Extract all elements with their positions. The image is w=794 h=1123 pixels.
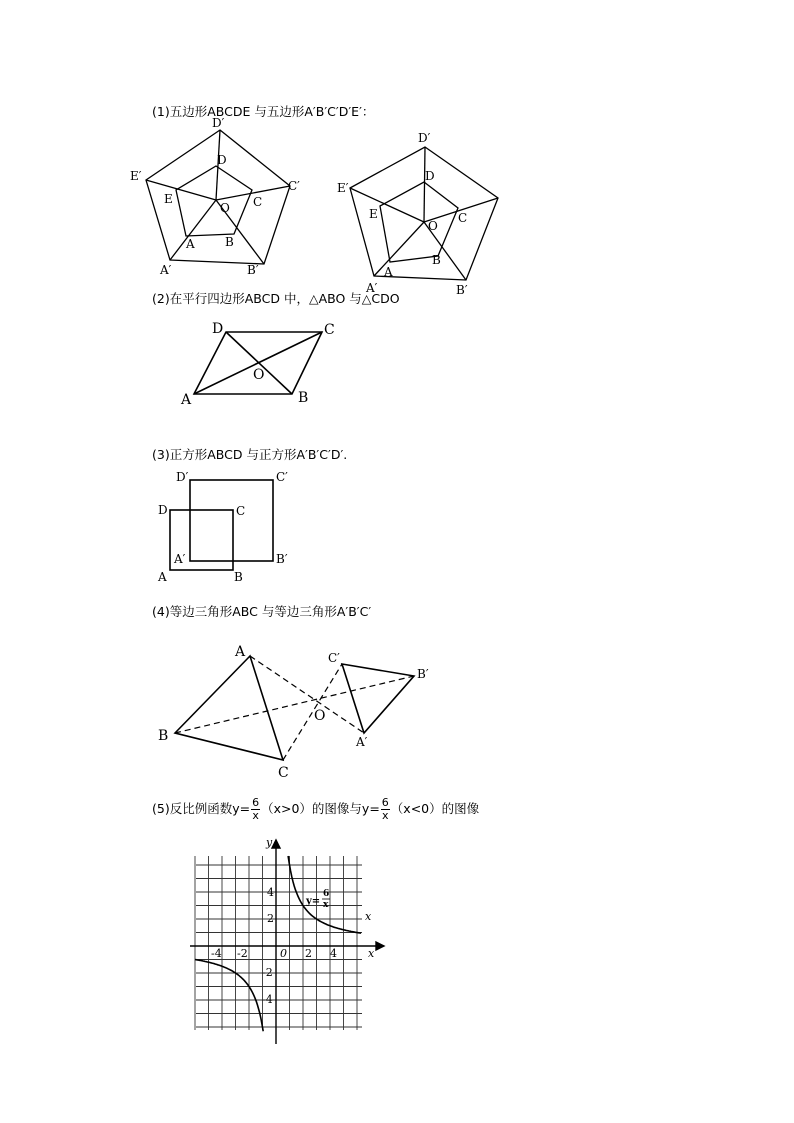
label-right-d: D [425,169,435,183]
label-right-e: E [369,207,378,221]
inner-pentagon-left [176,166,252,236]
figure-squares [0,460,794,590]
y-axis-arrow [272,840,280,848]
figure-parallelogram [0,310,794,430]
label-left-d1: D′ [212,116,225,130]
item-4-text [152,604,371,620]
label-sq-a: A [158,570,167,584]
label-left-e1: E′ [130,169,142,183]
label-left-b1: B′ [247,263,259,277]
label-left-c1: C′ [288,179,300,193]
label-para-d: D [212,321,224,337]
label-right-d1: D′ [418,131,431,145]
label-right-a1: A′ [366,281,378,295]
label-tri-a: A [235,644,246,660]
line-o-d1-right [424,147,425,222]
label-right-e1: E′ [337,181,349,195]
triangle-abc [175,656,283,760]
label-sq-c1: C′ [276,470,288,484]
tick-x-2: 2 [305,947,312,960]
line-o-e1-left [146,180,216,200]
item-2-content: 在平行四边形ABCD 中，△ABO 与△CDO [169,291,400,306]
diagonal-bd [226,332,292,394]
label-left-c: C [253,195,263,209]
item-5-text-c: （x<0）的图像 [390,801,480,816]
label-tri-b: B [158,728,169,744]
tick-x-4: 4 [330,947,337,960]
graph-x-label: x [368,947,375,960]
label-para-o: O [253,367,265,383]
item-3-num: (3) [152,447,170,462]
label-sq-c: C [236,504,246,518]
item-2-num: (2) [152,291,170,306]
label-left-b: B [225,235,234,249]
label-right-o: O [428,219,438,233]
label-left-e: E [164,192,173,206]
tick-x-n2: -2 [237,947,248,960]
label-sq-b1: B′ [276,552,288,566]
label-tri-c: C [278,765,289,781]
item-5-text [152,795,479,823]
fraction-1: $\frac{6}{x}$ [252,796,260,822]
x-axis-arrow [376,942,384,950]
curve-label-num: 6 [323,889,330,899]
label-para-c: C [324,322,335,338]
triangle-a1b1c1 [342,664,414,733]
square-a1b1c1d1 [190,480,273,561]
tick-y-2: 2 [267,912,274,925]
label-tri-c1: C′ [328,651,340,665]
item-4-num: (4) [152,604,170,619]
tick-x-n4: -4 [211,947,222,960]
graph-x-label-upper: x [365,910,372,923]
label-right-b: B [432,253,441,267]
label-left-a1: A′ [160,263,172,277]
curve-label-y: y= [306,896,321,907]
item-5-text-a: 反比例函数y= [169,801,251,816]
item-1-num: (1) [152,104,170,119]
tick-origin: 0 [280,947,287,960]
item-4-content: 等边三角形ABC 与等边三角形A′B′C′ [169,604,372,619]
label-right-b1: B′ [456,283,468,297]
label-sq-a1: A′ [174,552,186,566]
label-right-a: A [384,265,393,279]
tick-y-n4: -4 [262,993,273,1006]
curve-label-den: x [323,900,329,910]
label-para-a: A [181,392,192,408]
label-left-o: O [220,201,230,215]
label-left-a: A [186,237,195,251]
label-right-c: C [458,211,468,225]
curve-negative-branch [195,960,263,1032]
label-para-b: B [298,390,309,406]
label-tri-a1: A′ [356,735,368,749]
line-o-a1-right [374,222,424,276]
inner-pentagon-right [380,182,458,262]
figure-graph [0,830,794,1050]
label-tri-b1: B′ [417,667,429,681]
label-left-d: D [217,153,227,167]
fraction-2: $\frac{6}{x}$ [381,796,389,822]
label-sq-d1: D′ [176,470,189,484]
line-o-a1-left [170,200,216,260]
dashed-b-b1 [175,676,414,733]
figure-triangles [0,630,794,790]
label-sq-b: B [234,570,243,584]
graph-y-label: y [266,836,273,849]
figure-pentagons [0,0,794,300]
tick-y-4: 4 [267,886,274,899]
label-tri-o: O [314,708,326,724]
label-sq-d: D [158,503,168,517]
item-3-content: 正方形ABCD 与正方形A′B′C′D′. [169,447,348,462]
tick-y-n2: -2 [262,966,273,979]
line-o-e1-right [350,188,424,222]
item-5-text-b: （x>0）的图像与y= [261,801,380,816]
grid [195,856,362,1030]
item-5-num: (5) [152,801,170,816]
item-1-content: 五边形ABCDE 与五边形A′B′C′D′E′： [169,104,375,119]
